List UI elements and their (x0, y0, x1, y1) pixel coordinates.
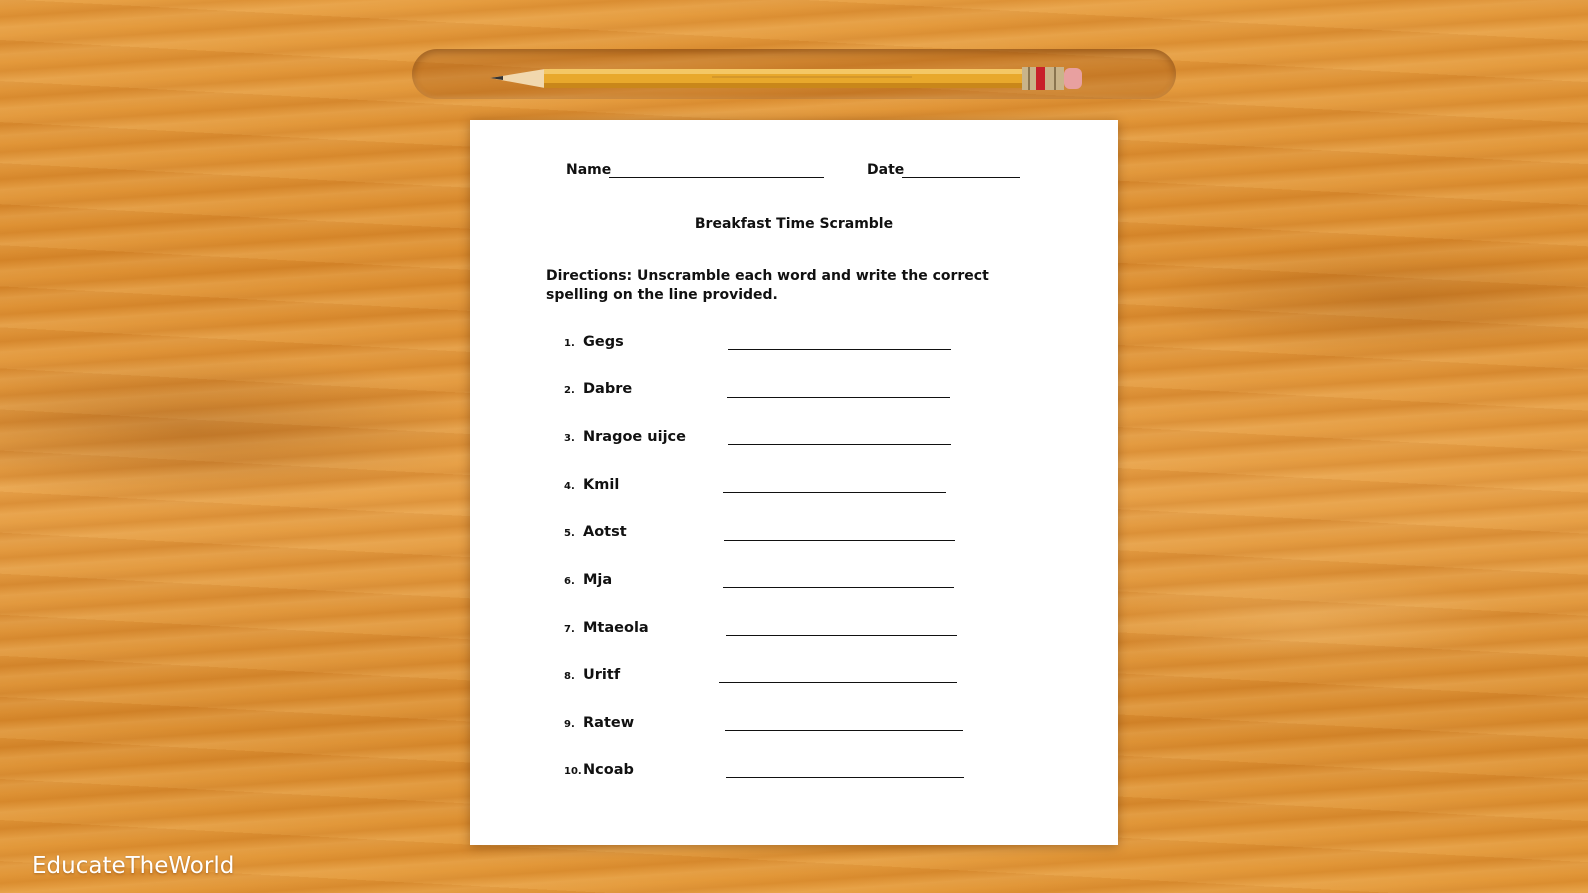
list-item (562, 381, 962, 405)
scrambled-word: Aotst (583, 524, 627, 540)
item-number: 9. (564, 719, 575, 730)
list-item (562, 667, 962, 691)
item-number: 4. (564, 481, 575, 492)
list-item (562, 524, 962, 548)
worksheet-page (470, 120, 1118, 845)
answer-line (723, 587, 954, 588)
list-item (562, 762, 962, 786)
scrambled-word: Ratew (583, 715, 635, 731)
list-item (562, 715, 962, 739)
answer-line (728, 349, 951, 350)
item-number: 5. (564, 528, 575, 539)
scrambled-word: Ncoab (583, 762, 634, 778)
list-item (562, 334, 962, 358)
answer-line (724, 540, 955, 541)
answer-line (727, 397, 950, 398)
list-item (562, 429, 962, 453)
list-item (562, 572, 962, 596)
scrambled-word: Kmil (583, 477, 620, 493)
list-item (562, 477, 962, 501)
name-label: Name (566, 162, 612, 178)
watermark-text: EducateTheWorld (32, 853, 235, 879)
directions-text: Directions: Unscramble each word and write the correct spelling on the line provided. (546, 268, 989, 303)
item-number: 1. (564, 338, 575, 349)
date-line (902, 177, 1020, 178)
pencil-icon (490, 64, 1090, 94)
item-number: 3. (564, 433, 575, 444)
item-number: 2. (564, 385, 575, 396)
item-number: 7. (564, 624, 575, 635)
list-item (562, 620, 962, 644)
item-number: 6. (564, 576, 575, 587)
name-line (609, 177, 824, 178)
answer-line (719, 682, 957, 683)
scrambled-word: Nragoe uijce (583, 429, 686, 445)
date-label: Date (867, 162, 905, 178)
answer-line (728, 444, 951, 445)
answer-line (726, 777, 964, 778)
scrambled-word: Gegs (583, 334, 624, 350)
scrambled-word: Uritf (583, 667, 621, 683)
scrambled-word: Mja (583, 572, 613, 588)
item-number: 8. (564, 671, 575, 682)
scrambled-word: Dabre (583, 381, 633, 397)
worksheet-title: Breakfast Time Scramble (694, 216, 894, 232)
item-number: 10. (564, 766, 582, 777)
answer-line (726, 635, 957, 636)
answer-line (725, 730, 963, 731)
scrambled-word: Mtaeola (583, 620, 649, 636)
answer-line (723, 492, 946, 493)
